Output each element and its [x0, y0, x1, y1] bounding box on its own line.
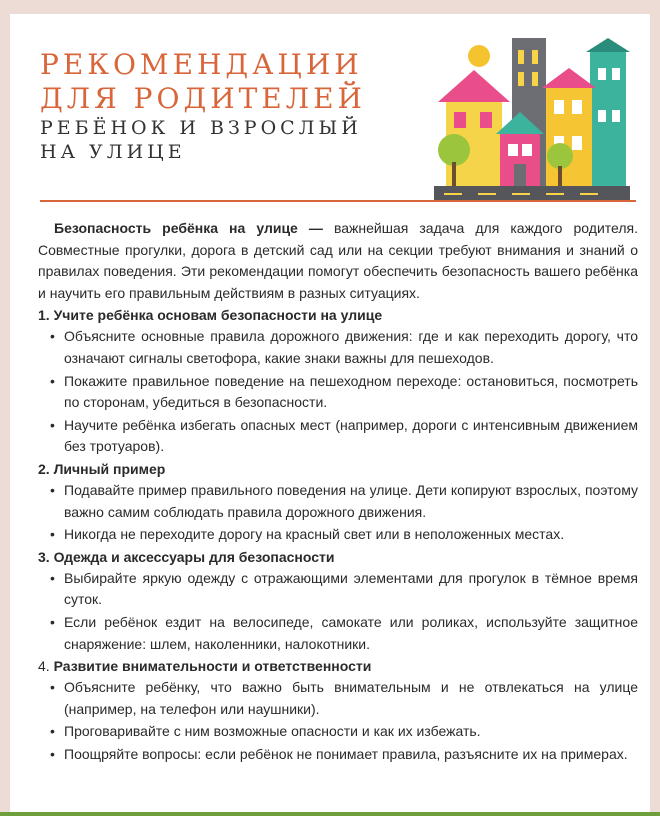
bullet-icon: •: [50, 745, 55, 762]
list-item: [38, 677, 638, 720]
section-title: [38, 547, 638, 568]
list-item-text: Никогда не переходите дорогу на красный свет или в неположенных местах.: [64, 526, 565, 543]
list-item: [38, 415, 638, 458]
green-building: [590, 52, 626, 188]
list-item: [38, 326, 638, 369]
list-item-text: Покажите правильное поведение на пешеходном переходе: остановиться, посмотреть по сторонам, убедиться в безопасности.: [64, 372, 638, 411]
header-divider: [40, 200, 636, 202]
section-title: [38, 656, 638, 677]
list-item: [38, 568, 638, 611]
title-block: [40, 48, 366, 164]
yellow-building: [546, 88, 592, 188]
content: [38, 218, 638, 766]
page-subtitle-line-1: РЕБЁНОК И ВЗРОСЛЫЙ: [40, 117, 362, 139]
list-item: [38, 480, 638, 523]
section-1: [38, 305, 638, 458]
bullet-icon: •: [50, 328, 55, 345]
intro-text: важнейшая задача для каждого родителя. Совместные прогулки, дорога в детский сад или на секции требуют внимания и знаний о правилах поведения. Эти рекомендации помогут обеспечить безопасность вашего ребёнка и научить его правильным действиям в разных ситуациях.: [38, 220, 638, 301]
bullet-list: [38, 326, 638, 458]
page-title-line-1: РЕКОМЕНДАЦИИ: [40, 48, 363, 81]
page-title-line-2: ДЛЯ РОДИТЕЛЕЙ: [40, 82, 366, 115]
page: [10, 14, 650, 814]
bullet-list: [38, 568, 638, 655]
list-item: [38, 524, 638, 546]
list-item: [38, 371, 638, 414]
city-houses-illustration: [434, 28, 630, 204]
bottom-bar: [0, 812, 660, 816]
bullet-icon: •: [50, 613, 55, 630]
section-title-text: Развитие внимательности и ответственности: [49, 658, 372, 675]
list-item-text: Подавайте пример правильного поведения на улице. Дети копируют взрослых, поэтому важно самим соблюдать правила дорожного движения.: [64, 481, 638, 520]
bullet-icon: •: [50, 679, 55, 696]
section-title-text: Одежда и аксессуары для безопасности: [49, 548, 335, 565]
sun-icon: [468, 45, 490, 67]
bullet-icon: •: [50, 416, 55, 433]
tree-right: [547, 143, 573, 169]
list-item-text: Если ребёнок ездит на велосипеде, самокате или роликах, используйте защитное снаряжение: шлем, наколенники, налокотники.: [64, 613, 638, 652]
bullet-icon: •: [50, 723, 55, 740]
bullet-list: [38, 677, 638, 765]
list-item-text: Научите ребёнка избегать опасных мест (например, дороги с интенсивным движением без тротуаров).: [64, 416, 638, 455]
list-item-text: Объясните ребёнку, что важно быть внимательным и не отвлекаться на улице (например, на телефон или наушники).: [64, 679, 638, 717]
section-number: 3.: [38, 548, 50, 565]
page-subtitle-line-2: НА УЛИЦЕ: [40, 141, 186, 163]
section-title: [38, 459, 638, 480]
intro-paragraph: [38, 218, 638, 304]
section-title-text: Личный пример: [49, 460, 166, 477]
section-2: [38, 459, 638, 546]
bullet-icon: •: [50, 372, 55, 389]
list-item-text: Проговаривайте с ним возможные опасности и как их избежать.: [64, 723, 481, 740]
section-number: 1.: [38, 307, 50, 324]
tree-left: [438, 134, 470, 166]
list-item-text: Поощряйте вопросы: если ребёнок не понимает правила, разъясните их на примерах.: [64, 745, 628, 762]
list-item-text: Объясните основные правила дорожного движения: где и как переходить дорогу, что означают сигналы светофора, какие знаки важны для пешеходов.: [64, 328, 638, 366]
section-title: [38, 305, 638, 326]
section-3: [38, 547, 638, 655]
intro-lead: Безопасность ребёнка на улице —: [54, 220, 323, 236]
section-title-text: Учите ребёнка основам безопасности на улице: [49, 307, 383, 324]
bullet-list: [38, 480, 638, 546]
list-item: [38, 744, 638, 766]
bullet-icon: •: [50, 569, 55, 586]
section-number: 2.: [38, 460, 50, 477]
list-item: [38, 721, 638, 743]
list-item-text: Выбирайте яркую одежду с отражающими элементами для прогулок в тёмное время суток.: [64, 569, 638, 608]
list-item: [38, 612, 638, 655]
section-4: [38, 656, 638, 765]
bullet-icon: •: [50, 526, 55, 543]
bullet-icon: •: [50, 481, 55, 498]
section-number: 4.: [38, 658, 50, 675]
